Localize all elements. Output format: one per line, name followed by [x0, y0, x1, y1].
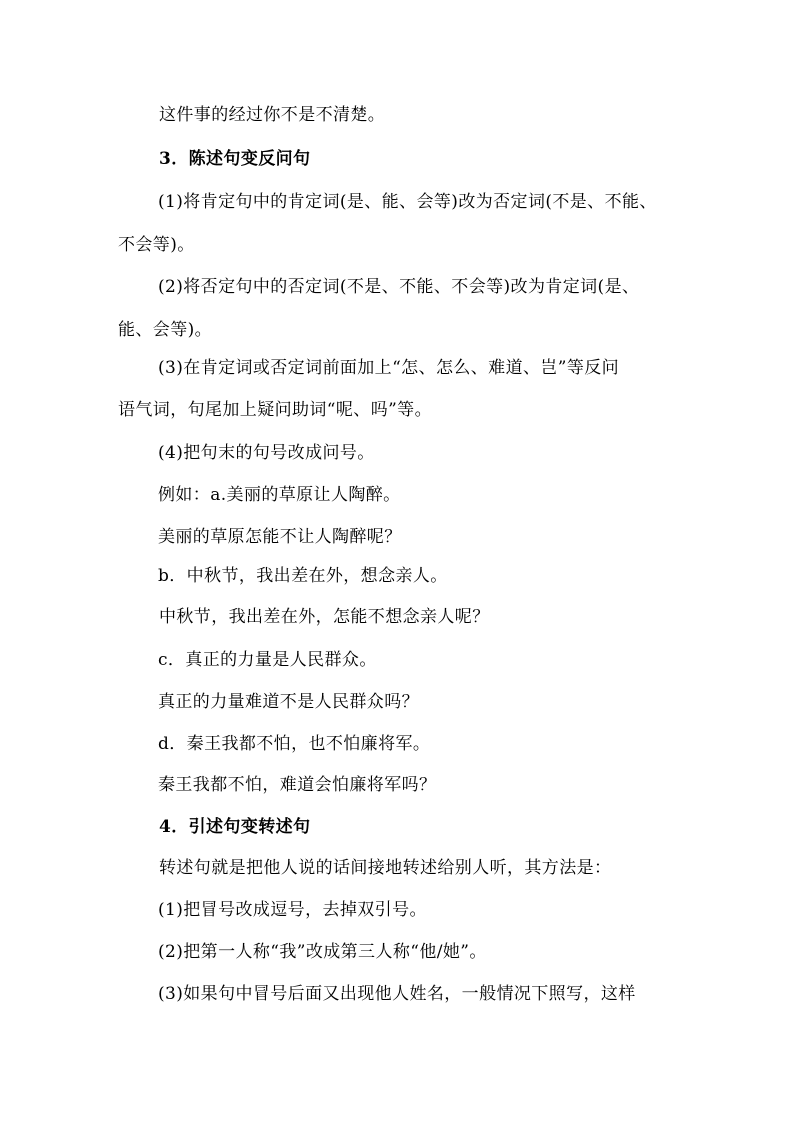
body-line: (2)把第一人称“我”改成第三人称“他/她”。: [158, 942, 487, 962]
body-line: 这件事的经过你不是不清楚。: [159, 105, 386, 125]
body-line: 不会等)。: [118, 235, 195, 255]
body-line: (3)在肯定词或否定词前面加上“怎、怎么、难道、岂”等反问: [158, 358, 620, 378]
example-line: b．中秋节，我出差在外，想念亲人。: [158, 566, 448, 586]
example-line: 秦王我都不怕，难道会怕廉将军吗？: [158, 775, 437, 795]
example-line: 真正的力量难道不是人民群众吗？: [158, 692, 419, 712]
section-heading: 4．引述句变转述句: [159, 817, 311, 837]
body-line: (2)将否定句中的否定词(不是、不能、不会等)改为肯定词(是、: [158, 277, 640, 297]
example-line: 美丽的草原怎能不让人陶醉呢？: [158, 527, 402, 547]
example-line: c．真正的力量是人民群众。: [158, 650, 377, 670]
section-heading: 3．陈述句变反问句: [159, 149, 311, 169]
body-line: 能、会等)。: [118, 320, 213, 340]
example-line: 例如：a.美丽的草原让人陶醉。: [158, 485, 401, 505]
body-line: 语气词，句尾加上疑问助词“呢、吗”等。: [118, 400, 432, 420]
body-line: (1)把冒号改成逗号，去掉双引号。: [158, 900, 427, 920]
example-line: d．秦王我都不怕，也不怕廉将军。: [158, 734, 431, 754]
body-line: (3)如果句中冒号后面又出现他人姓名，一般情况下照写，这样: [158, 984, 636, 1004]
body-line: (1)将肯定句中的肯定词(是、能、会等)改为否定词(不是、不能、: [158, 192, 657, 212]
example-line: 中秋节，我出差在外，怎能不想念亲人呢？: [159, 607, 490, 627]
body-line: (4)把句末的句号改成问号。: [158, 443, 375, 463]
body-line: 转述句就是把他人说的话间接地转述给别人听，其方法是：: [159, 858, 612, 878]
